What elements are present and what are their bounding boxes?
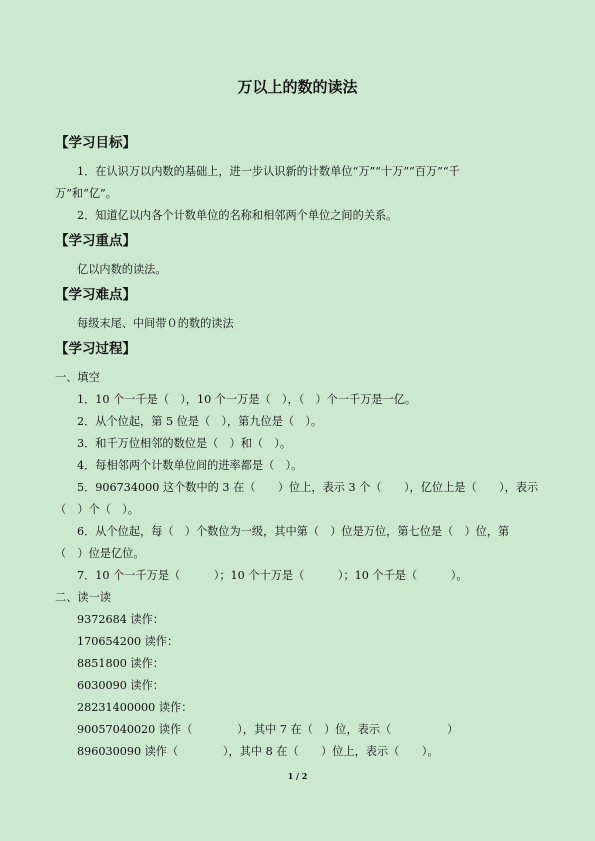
read-item-3: 8851800 读作： <box>77 657 164 670</box>
fill-blank-5: 5．906734000 这个数中的 3 在（ ）位上，表示 3 个（ ），亿位上是（ ），表示 <box>77 481 539 494</box>
page-number: 1 / 2 <box>287 771 308 781</box>
key-points-text: 亿以内数的读法。 <box>77 263 167 276</box>
read-item-7: 896030090 读作（ ），其中 8 在（ ）位上，表示（ ）。 <box>77 745 439 758</box>
read-item-4: 6030090 读作： <box>77 679 164 692</box>
fill-blank-6-cont: （ ）位是亿位。 <box>55 547 145 560</box>
heading-difficulties: 【学习难点】 <box>55 287 136 303</box>
page-title: 万以上的数的读法 <box>237 78 358 96</box>
goal-line-1-cont: 万”和“亿”。 <box>55 187 117 200</box>
goal-line-2: 2．知道亿以内各个计数单位的名称和相邻两个单位之间的关系。 <box>77 209 398 222</box>
heading-goals: 【学习目标】 <box>55 135 136 151</box>
read-item-2: 170654200 读作： <box>77 635 179 648</box>
fill-blank-4: 4．每相邻两个计数单位间的进率都是（ ）。 <box>77 459 303 472</box>
heading-key-points: 【学习重点】 <box>55 233 136 249</box>
difficulties-text: 每级末尾、中间带０的数的读法 <box>77 317 234 330</box>
read-item-1: 9372684 读作： <box>77 613 164 626</box>
fill-blank-3: 3．和千万位相邻的数位是（ ）和（ ）。 <box>77 437 292 450</box>
fill-blank-5-cont: （ ）个（ ）。 <box>55 503 139 516</box>
goal-line-1: 1．在认识万以内数的基础上，进一步认识新的计数单位“万”“十万”“百万”“千 <box>77 165 460 178</box>
read-item-6: 90057040020 读作（ ），其中 7 在（ ）位，表示（ ） <box>77 723 459 736</box>
fill-blank-1: 1．10 个一千是（ ），10 个一万是（ ），（ ）个一千万是一亿。 <box>77 393 417 406</box>
part2-label: 二、读一读 <box>55 591 111 604</box>
part1-label: 一、填空 <box>55 371 100 384</box>
fill-blank-7: 7．10 个一千万是（ ）；10 个十万是（ ）；10 个千是（ ）。 <box>77 569 468 582</box>
fill-blank-2: 2．从个位起，第 5 位是（ ），第九位是（ ）。 <box>77 415 323 428</box>
heading-process: 【学习过程】 <box>55 341 136 357</box>
read-item-5: 28231400000 读作： <box>77 701 193 714</box>
fill-blank-6: 6．从个位起，每（ ）个数位为一级，其中第（ ）位是万位，第七位是（ ）位，第 <box>77 525 510 538</box>
